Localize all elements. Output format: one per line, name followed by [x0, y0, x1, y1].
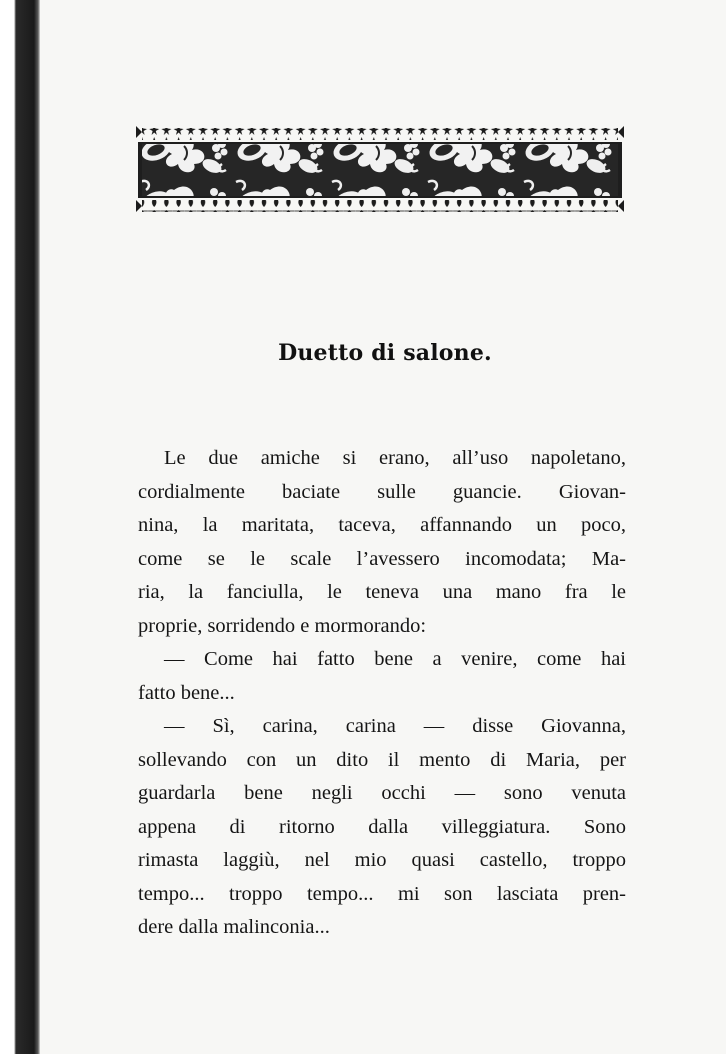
text-line: — Sì, carina, carina — disse Giovanna,	[164, 715, 626, 737]
body-text	[138, 442, 626, 945]
chapter-title: Duetto di salone.	[278, 340, 492, 366]
text-line: tempo... troppo tempo... mi son lasciata pren-	[138, 882, 626, 905]
floral-ornament-header	[136, 124, 624, 214]
text-line: dere dalla malinconia...	[138, 916, 330, 938]
text-line: come se le scale l’avessero incomodata; Ma-	[138, 547, 626, 570]
book-spine-edge	[0, 0, 40, 1054]
text-line: fatto bene...	[138, 681, 235, 704]
text-line: guardarla bene negli occhi — sono venuta	[138, 782, 626, 804]
text-line: rimasta laggiù, nel mio quasi castello, troppo	[138, 849, 626, 871]
text-line: — Come hai fatto bene a venire, come hai	[164, 648, 626, 670]
text-line: cordialmente baciate sulle guancie. Giovan-	[138, 480, 626, 503]
text-line: ria, la fanciulla, le teneva una mano fra le	[138, 581, 626, 603]
text-line: Le due amiche si erano, all’uso napoletano,	[164, 447, 626, 469]
text-line: sollevando con un dito il mento di Maria, per	[138, 748, 626, 771]
text-line: nina, la maritata, taceva, affannando un poco,	[138, 514, 626, 536]
text-line: proprie, sorridendo e mormorando:	[138, 614, 427, 637]
text-line: appena di ritorno dalla villeggiatura. Sono	[138, 815, 626, 838]
